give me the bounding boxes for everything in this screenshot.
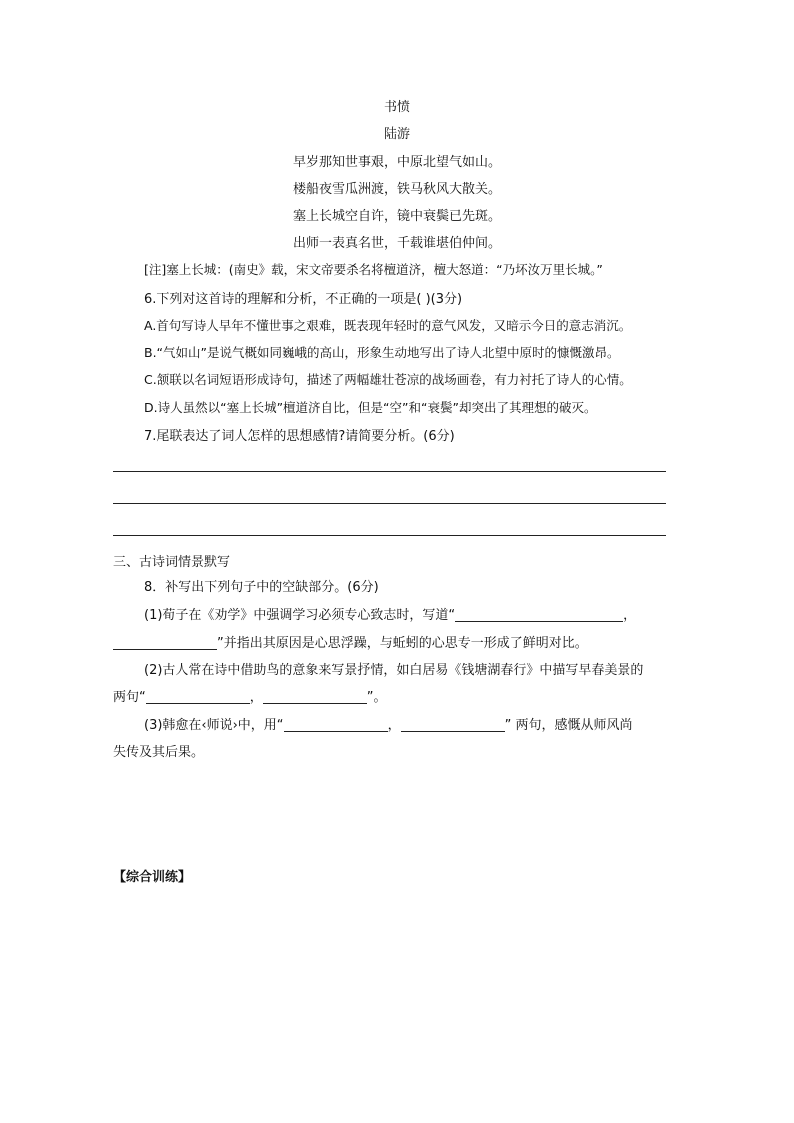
q6-option-d: D.诗人虽然以“塞上长城”檀道济自比，但是“空”和“衰鬓”却突出了其理想的破灭。 — [144, 400, 597, 415]
q8-item-3-text-b: ” 两句，感慨从师风尚 — [504, 718, 633, 733]
poem-author: 陆游 — [383, 127, 410, 142]
q8-item-1-text-a: (1)荀子在《劝学》中强调学习必须专心致志时，写道“ — [144, 608, 456, 623]
q6-option-c: C.颔联以名词短语形成诗句，描述了两幅雄壮苍凉的战场画卷，有力衬托了诗人的心情。 — [144, 372, 632, 387]
fill-blank-4[interactable] — [263, 689, 367, 704]
comprehensive-training-heading: 【综合训练】 — [113, 870, 192, 885]
fill-blank-2[interactable] — [113, 635, 217, 650]
q8-item-2-comma: ， — [249, 690, 263, 705]
poem-title: 书愤 — [383, 100, 410, 115]
q8-item-2-text-b: 两句“ — [113, 690, 146, 705]
fill-blank-6[interactable] — [401, 717, 505, 732]
q8-item-1-text-b: ”并指出其原因是心思浮躁，与蚯蚓的心思专一形成了鲜明对比。 — [217, 636, 588, 651]
answer-line-3[interactable] — [113, 535, 666, 536]
poem-line-4: 出师一表真名世，千载谁堪伯仲间。 — [292, 236, 501, 251]
q8-item-2-text-c: ”。 — [366, 690, 387, 705]
q8-item-2-line-2 — [113, 686, 387, 705]
q8-item-1-line-1 — [144, 604, 636, 623]
q8-item-3-line-1 — [144, 714, 632, 733]
answer-line-2[interactable] — [113, 503, 666, 504]
q8-item-3-text-a: (3)韩愈在‹师说›中，用“ — [144, 718, 284, 733]
fill-blank-5[interactable] — [284, 717, 388, 732]
answer-line-1[interactable] — [113, 471, 666, 472]
q6-option-b: B.“气如山”是说气概如同巍峨的高山，形象生动地写出了诗人北望中原时的慷慨激昂。 — [144, 345, 620, 360]
poem-line-2: 楼船夜雪瓜洲渡，铁马秋风大散关。 — [292, 182, 501, 197]
poem-line-1: 早岁那知世事艰，中原北望气如山。 — [292, 155, 501, 170]
poem-note: [注]塞上长城：(南史》载，宋文帝要杀名将檀道济，檀大怒道：“乃坏汝万里长城。” — [144, 262, 603, 277]
q8-stem: 8．补写出下列句子中的空缺部分。(6分) — [144, 580, 379, 595]
q8-item-2-line-1: (2)古人常在诗中借助鸟的意象来写景抒情，如白居易《钱塘湖春行》中描写早春美景的 — [144, 663, 644, 678]
fill-blank-1[interactable] — [455, 607, 623, 622]
q6-option-a: A.首句写诗人早年不懂世事之艰难，既表现年轻时的意气风发，又暗示今日的意志消沉。 — [144, 318, 632, 333]
q8-item-1-comma: ， — [623, 608, 637, 623]
fill-blank-3[interactable] — [146, 689, 250, 704]
q7-stem: 7.尾联表达了词人怎样的思想感情?请简要分析。(6分) — [144, 429, 455, 444]
q8-item-3-line-2: 失传及其后果。 — [113, 745, 205, 760]
q6-stem: 6.下列对这首诗的理解和分析，不正确的一项是( )(3分) — [144, 292, 463, 307]
q8-item-1-line-2 — [113, 632, 588, 651]
poem-line-3: 塞上长城空自许，镜中衰鬓已先斑。 — [292, 209, 501, 224]
section-heading: 三、古诗词情景默写 — [113, 555, 231, 570]
q8-item-3-comma: ， — [387, 718, 401, 733]
